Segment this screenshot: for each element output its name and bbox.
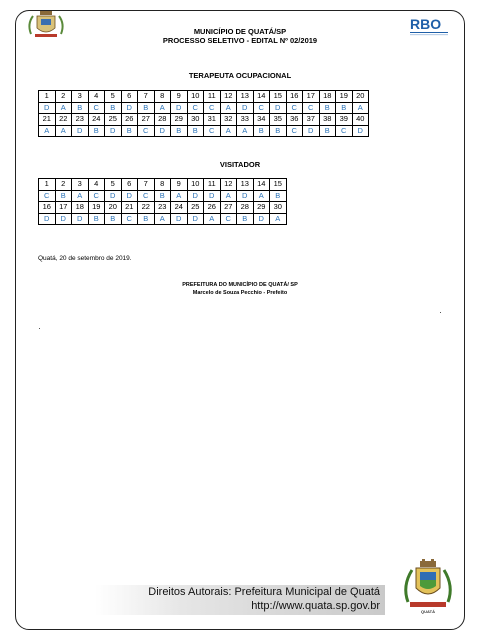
answer-letter-cell: C bbox=[88, 190, 105, 202]
answer-letter-cell: B bbox=[253, 125, 270, 137]
answer-letter-cell: D bbox=[72, 125, 89, 137]
question-number-cell: 8 bbox=[154, 179, 171, 191]
answer-letter-cell: A bbox=[154, 213, 171, 225]
answer-letter-cell: B bbox=[88, 125, 105, 137]
question-number-cell: 22 bbox=[55, 114, 72, 126]
answer-letter-cell: B bbox=[154, 190, 171, 202]
answer-letter-cell: B bbox=[319, 102, 336, 114]
question-number-cell: 27 bbox=[138, 114, 155, 126]
answer-letter-cell: D bbox=[352, 125, 369, 137]
answer-letter-cell: C bbox=[187, 102, 204, 114]
question-number-cell: 33 bbox=[237, 114, 254, 126]
answer-letter-cell: B bbox=[105, 213, 122, 225]
answer-letter-cell: C bbox=[88, 102, 105, 114]
question-number-cell: 39 bbox=[336, 114, 353, 126]
answer-letter-cell: A bbox=[253, 190, 270, 202]
question-number-cell: 5 bbox=[105, 91, 122, 103]
question-number-cell: 9 bbox=[171, 179, 188, 191]
question-number-cell: 21 bbox=[121, 202, 138, 214]
question-number-cell: 26 bbox=[121, 114, 138, 126]
answer-letter-cell: A bbox=[171, 190, 188, 202]
answer-letter-cell: D bbox=[237, 190, 254, 202]
question-number-cell: 3 bbox=[72, 179, 89, 191]
question-number-cell: 7 bbox=[138, 91, 155, 103]
answer-table-terapeuta bbox=[38, 90, 369, 137]
answer-letter-cell: A bbox=[220, 190, 237, 202]
question-number-cell: 19 bbox=[336, 91, 353, 103]
section-title-terapeuta: TERAPEUTA OCUPACIONAL bbox=[188, 71, 292, 80]
question-number-row bbox=[39, 114, 369, 126]
question-number-cell: 5 bbox=[105, 179, 122, 191]
answer-letter-cell: D bbox=[171, 213, 188, 225]
answer-letter-cell: B bbox=[121, 125, 138, 137]
answer-letter-cell: D bbox=[121, 102, 138, 114]
answer-letter-cell: D bbox=[105, 125, 122, 137]
question-number-cell: 16 bbox=[39, 202, 56, 214]
question-number-cell: 4 bbox=[88, 91, 105, 103]
question-number-cell: 8 bbox=[154, 91, 171, 103]
answer-letter-cell: D bbox=[253, 213, 270, 225]
question-number-cell: 32 bbox=[220, 114, 237, 126]
answer-letter-cell: A bbox=[55, 125, 72, 137]
answer-letter-cell: A bbox=[270, 213, 287, 225]
footer-copyright: Direitos Autorais: Prefeitura Municipal de Quatá bbox=[148, 586, 380, 598]
question-number-cell: 25 bbox=[187, 202, 204, 214]
question-number-row bbox=[39, 91, 369, 103]
question-number-cell: 12 bbox=[220, 91, 237, 103]
answer-row bbox=[39, 102, 369, 114]
question-number-cell: 9 bbox=[171, 91, 188, 103]
header-process: PROCESSO SELETIVO - EDITAL Nº 02/2019 bbox=[162, 36, 318, 45]
question-number-cell: 20 bbox=[352, 91, 369, 103]
answer-letter-cell: A bbox=[154, 102, 171, 114]
answer-letter-cell: C bbox=[286, 125, 303, 137]
question-number-cell: 6 bbox=[121, 91, 138, 103]
answer-letter-cell: A bbox=[220, 102, 237, 114]
answer-letter-cell: C bbox=[253, 102, 270, 114]
answer-letter-cell: C bbox=[121, 213, 138, 225]
answer-letter-cell: C bbox=[138, 125, 155, 137]
answer-letter-cell: B bbox=[138, 213, 155, 225]
question-number-cell: 40 bbox=[352, 114, 369, 126]
section-title-visitador: VISITADOR bbox=[219, 160, 261, 169]
question-number-cell: 29 bbox=[253, 202, 270, 214]
question-number-cell: 6 bbox=[121, 179, 138, 191]
question-number-cell: 21 bbox=[39, 114, 56, 126]
question-number-cell: 16 bbox=[286, 91, 303, 103]
question-number-cell: 22 bbox=[138, 202, 155, 214]
answer-letter-cell: D bbox=[171, 102, 188, 114]
answer-letter-cell: C bbox=[220, 213, 237, 225]
answer-letter-cell: D bbox=[39, 213, 56, 225]
header-municipality: MUNICÍPIO DE QUATÁ/SP bbox=[193, 27, 287, 36]
crest-label: QUATÁ bbox=[421, 609, 435, 614]
answer-letter-cell: B bbox=[336, 102, 353, 114]
answer-row bbox=[39, 213, 287, 225]
date-line: Quatá, 20 de setembro de 2019. bbox=[38, 255, 132, 262]
question-number-cell: 23 bbox=[72, 114, 89, 126]
answer-letter-cell: B bbox=[270, 125, 287, 137]
question-number-cell: 7 bbox=[138, 179, 155, 191]
question-number-cell: 35 bbox=[270, 114, 287, 126]
question-number-cell: 28 bbox=[237, 202, 254, 214]
answer-row bbox=[39, 190, 287, 202]
answer-letter-cell: D bbox=[154, 125, 171, 137]
answer-letter-cell: C bbox=[336, 125, 353, 137]
answer-letter-cell: B bbox=[319, 125, 336, 137]
answer-letter-cell: B bbox=[171, 125, 188, 137]
answer-letter-cell: A bbox=[237, 125, 254, 137]
answer-letter-cell: D bbox=[72, 213, 89, 225]
question-number-cell: 1 bbox=[39, 179, 56, 191]
question-number-cell: 15 bbox=[270, 179, 287, 191]
footer-crest-icon bbox=[400, 558, 456, 616]
question-number-cell: 13 bbox=[237, 91, 254, 103]
signature-office: PREFEITURA DO MUNICÍPIO DE QUATÁ/ SP bbox=[182, 282, 298, 288]
answer-letter-cell: B bbox=[270, 190, 287, 202]
answer-letter-cell: B bbox=[72, 102, 89, 114]
answer-letter-cell: C bbox=[303, 102, 320, 114]
question-number-cell: 17 bbox=[303, 91, 320, 103]
answer-letter-cell: B bbox=[88, 213, 105, 225]
answer-letter-cell: B bbox=[105, 102, 122, 114]
question-number-cell: 18 bbox=[72, 202, 89, 214]
question-number-cell: 17 bbox=[55, 202, 72, 214]
question-number-cell: 30 bbox=[270, 202, 287, 214]
answer-letter-cell: C bbox=[286, 102, 303, 114]
answer-letter-cell: B bbox=[55, 190, 72, 202]
answer-letter-cell: D bbox=[121, 190, 138, 202]
question-number-cell: 3 bbox=[72, 91, 89, 103]
question-number-cell: 2 bbox=[55, 179, 72, 191]
question-number-cell: 10 bbox=[187, 91, 204, 103]
question-number-cell: 34 bbox=[253, 114, 270, 126]
question-number-cell: 20 bbox=[105, 202, 122, 214]
signature-name: Marcelo de Souza Pecchio - Prefeito bbox=[192, 290, 288, 296]
answer-row bbox=[39, 125, 369, 137]
question-number-cell: 38 bbox=[319, 114, 336, 126]
question-number-cell: 30 bbox=[187, 114, 204, 126]
answer-letter-cell: D bbox=[237, 102, 254, 114]
question-number-row bbox=[39, 202, 287, 214]
stray-mark bbox=[440, 312, 441, 313]
answer-letter-cell: C bbox=[204, 125, 221, 137]
question-number-row bbox=[39, 179, 287, 191]
question-number-cell: 11 bbox=[204, 91, 221, 103]
question-number-cell: 19 bbox=[88, 202, 105, 214]
question-number-cell: 27 bbox=[220, 202, 237, 214]
stray-mark bbox=[39, 328, 40, 329]
question-number-cell: 14 bbox=[253, 91, 270, 103]
answer-letter-cell: C bbox=[39, 190, 56, 202]
question-number-cell: 37 bbox=[303, 114, 320, 126]
question-number-cell: 2 bbox=[55, 91, 72, 103]
answer-letter-cell: B bbox=[237, 213, 254, 225]
footer-url[interactable]: http://www.quata.sp.gov.br bbox=[251, 600, 380, 612]
question-number-cell: 4 bbox=[88, 179, 105, 191]
answer-letter-cell: D bbox=[39, 102, 56, 114]
question-number-cell: 29 bbox=[171, 114, 188, 126]
question-number-cell: 31 bbox=[204, 114, 221, 126]
question-number-cell: 15 bbox=[270, 91, 287, 103]
question-number-cell: 23 bbox=[154, 202, 171, 214]
answer-letter-cell: D bbox=[187, 213, 204, 225]
question-number-cell: 25 bbox=[105, 114, 122, 126]
answer-letter-cell: A bbox=[55, 102, 72, 114]
answer-letter-cell: A bbox=[39, 125, 56, 137]
question-number-cell: 14 bbox=[253, 179, 270, 191]
answer-letter-cell: B bbox=[187, 125, 204, 137]
question-number-cell: 1 bbox=[39, 91, 56, 103]
answer-letter-cell: A bbox=[220, 125, 237, 137]
question-number-cell: 36 bbox=[286, 114, 303, 126]
answer-letter-cell: D bbox=[55, 213, 72, 225]
question-number-cell: 24 bbox=[171, 202, 188, 214]
answer-letter-cell: C bbox=[204, 102, 221, 114]
answer-letter-cell: D bbox=[105, 190, 122, 202]
question-number-cell: 26 bbox=[204, 202, 221, 214]
question-number-cell: 10 bbox=[187, 179, 204, 191]
question-number-cell: 18 bbox=[319, 91, 336, 103]
answer-letter-cell: A bbox=[204, 213, 221, 225]
answer-letter-cell: A bbox=[352, 102, 369, 114]
answer-letter-cell: D bbox=[187, 190, 204, 202]
question-number-cell: 11 bbox=[204, 179, 221, 191]
question-number-cell: 13 bbox=[237, 179, 254, 191]
question-number-cell: 28 bbox=[154, 114, 171, 126]
question-number-cell: 12 bbox=[220, 179, 237, 191]
rbo-logo-text: RBO bbox=[410, 16, 442, 32]
answer-letter-cell: B bbox=[138, 102, 155, 114]
answer-letter-cell: D bbox=[270, 102, 287, 114]
answer-letter-cell: D bbox=[204, 190, 221, 202]
answer-table-visitador bbox=[38, 178, 287, 225]
answer-letter-cell: C bbox=[138, 190, 155, 202]
answer-letter-cell: D bbox=[303, 125, 320, 137]
answer-letter-cell: A bbox=[72, 190, 89, 202]
question-number-cell: 24 bbox=[88, 114, 105, 126]
